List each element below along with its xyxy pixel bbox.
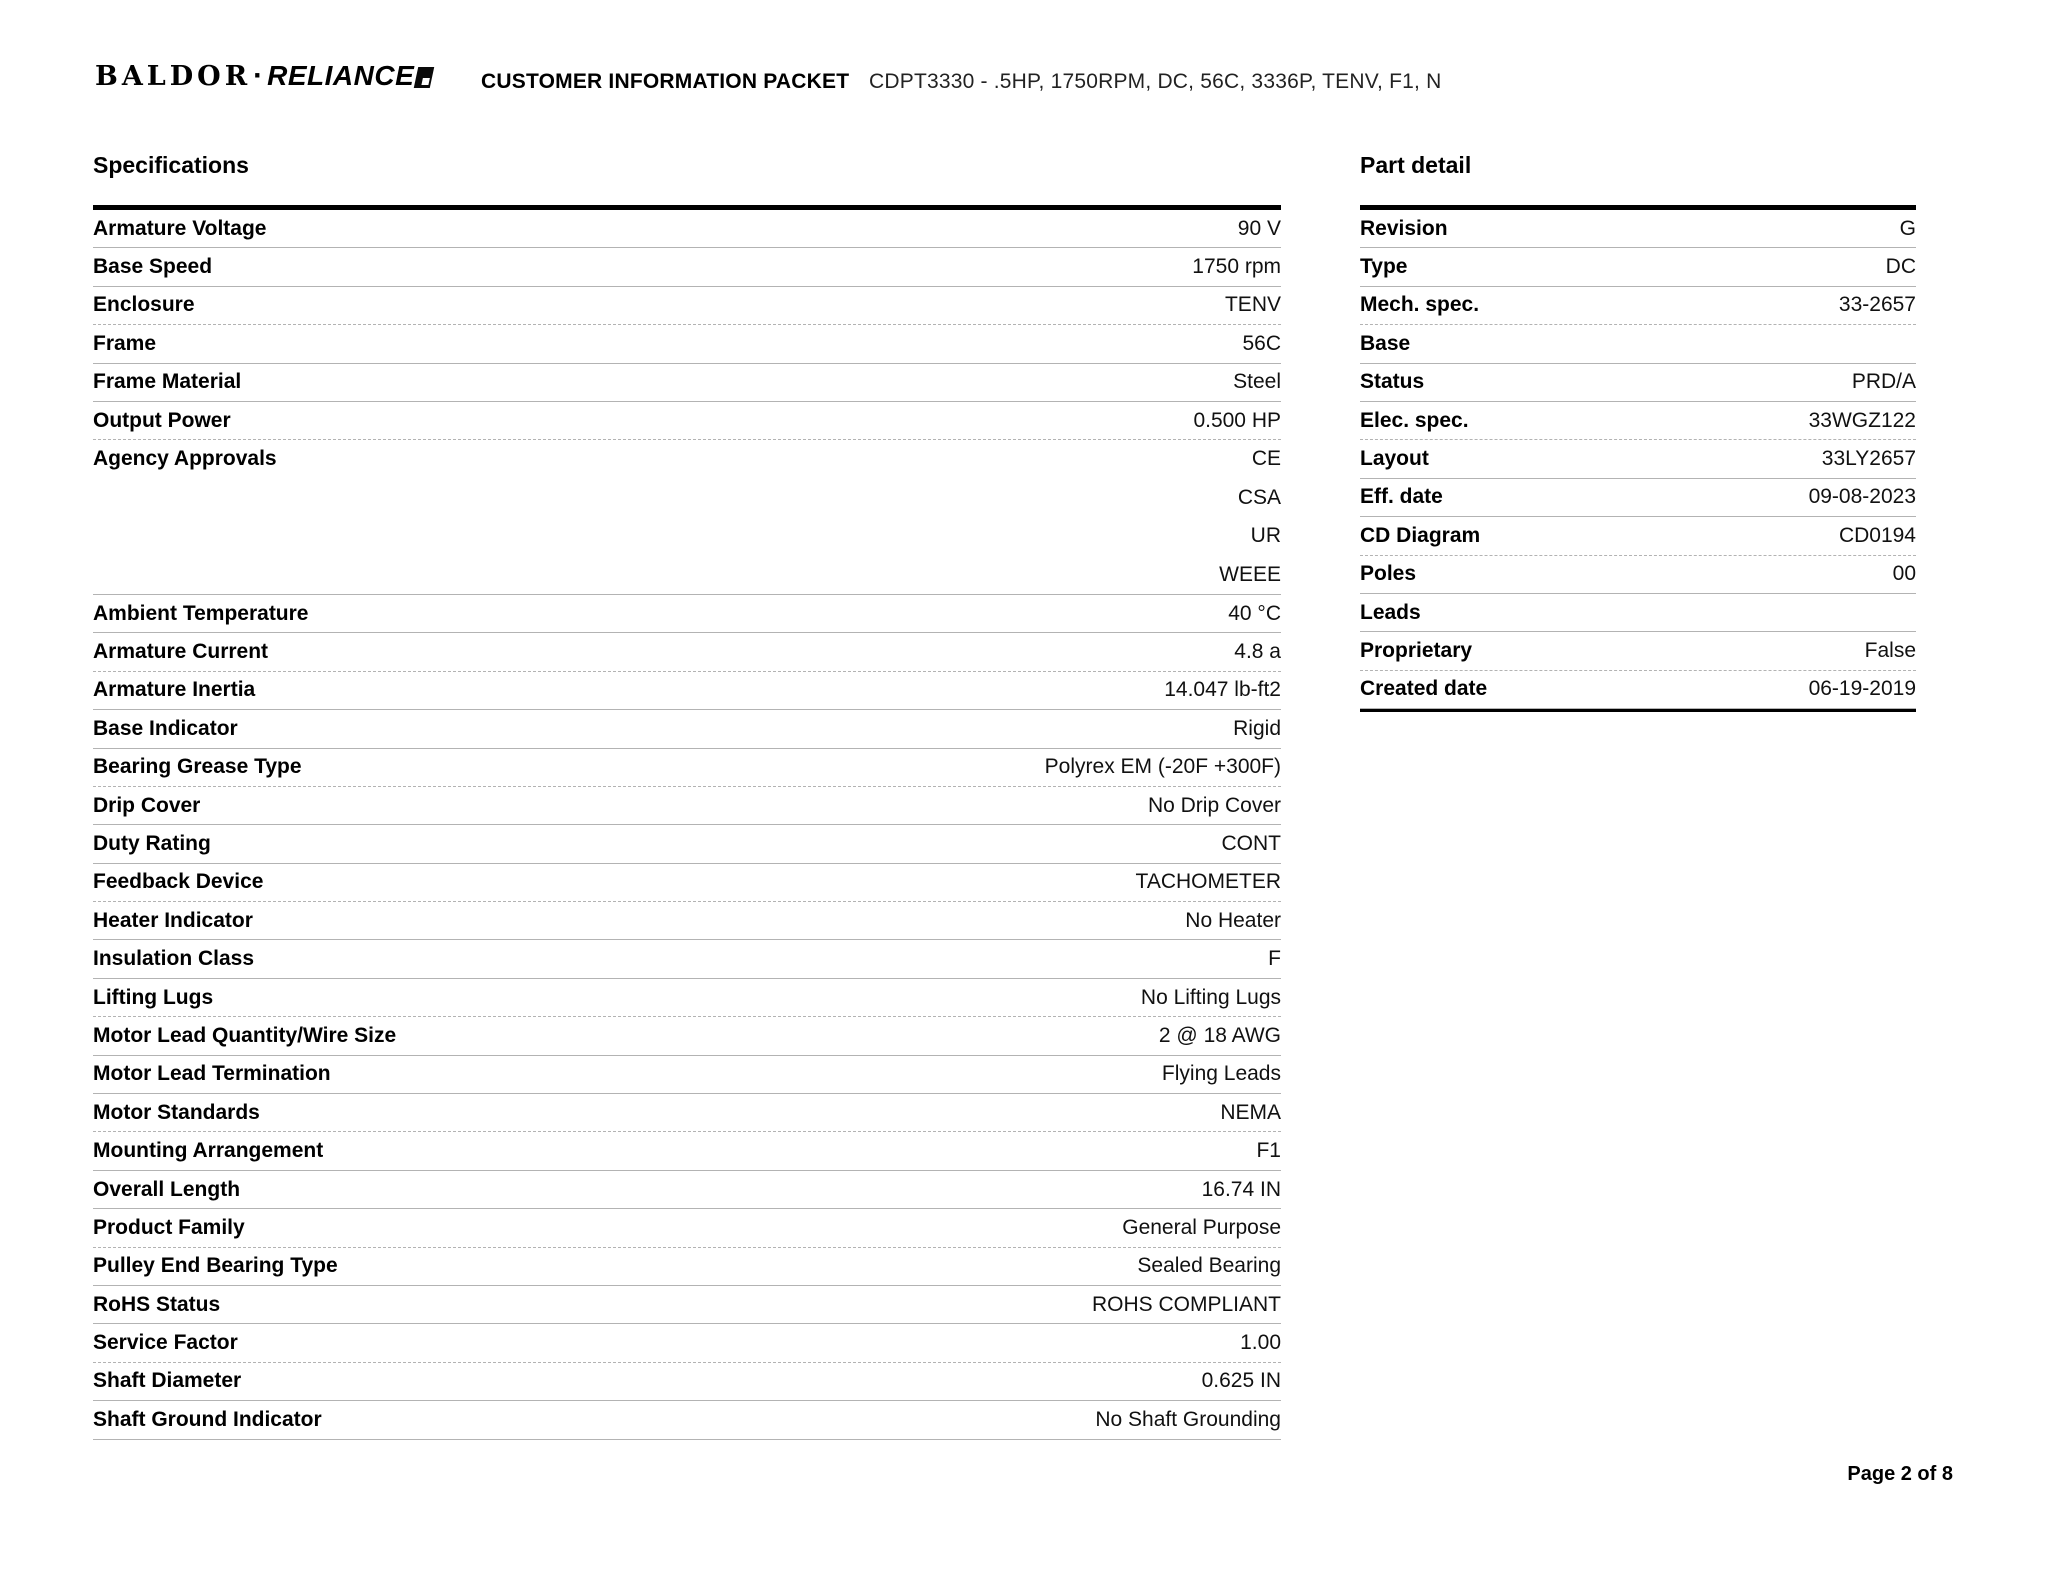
spec-row (93, 287, 1281, 325)
part-value: 00 (1892, 562, 1916, 586)
spec-value: TACHOMETER (1135, 870, 1281, 894)
spec-label: Heater Indicator (93, 908, 253, 932)
spec-row (93, 1132, 1281, 1170)
spec-row (93, 749, 1281, 787)
part-label: CD Diagram (1360, 523, 1481, 547)
spec-row (93, 902, 1281, 940)
part-label: Layout (1360, 447, 1429, 471)
spec-value: 56C (1242, 331, 1281, 355)
part-row (1360, 517, 1916, 555)
part-value: G (1899, 216, 1916, 240)
spec-label: Feedback Device (93, 870, 264, 894)
part-label: Base (1360, 331, 1411, 355)
spec-row (93, 595, 1281, 633)
page-indicator: Page 2 of 8 (1847, 1463, 1953, 1485)
spec-row (93, 825, 1281, 863)
spec-label: Drip Cover (93, 793, 201, 817)
part-value: False (1864, 638, 1916, 662)
spec-row (93, 1171, 1281, 1209)
spec-label: Armature Inertia (93, 678, 256, 702)
part-row (1360, 479, 1916, 517)
product-code: CDPT3330 - .5HP, 1750RPM, DC, 56C, 3336P, TENV, F1, N (869, 70, 1442, 93)
spec-value: 40 °C (1228, 601, 1281, 625)
spec-label: Armature Current (93, 640, 269, 664)
spec-value: 1750 rpm (1192, 255, 1281, 279)
registered-mark-icon (414, 67, 434, 88)
part-label: Type (1360, 255, 1408, 279)
spec-label: Overall Length (93, 1177, 241, 1201)
baldor-reliance-logo (95, 60, 432, 92)
spec-label: Motor Standards (93, 1100, 260, 1124)
spec-row (93, 633, 1281, 671)
logo-reliance-text: RELIANCE (267, 60, 415, 91)
spec-row (93, 787, 1281, 825)
spec-label: Bearing Grease Type (93, 755, 302, 779)
spec-row (93, 402, 1281, 440)
spec-label: Base Indicator (93, 716, 238, 740)
spec-label: Motor Lead Termination (93, 1062, 331, 1086)
spec-value: No Shaft Grounding (1095, 1407, 1281, 1431)
part-label: Proprietary (1360, 638, 1473, 662)
spec-row (93, 710, 1281, 748)
part-label: Status (1360, 370, 1425, 394)
spec-value: CONT (1221, 832, 1281, 855)
spec-value: 4.8 a (1234, 640, 1281, 664)
spec-label: Frame Material (93, 370, 242, 394)
spec-value: Flying Leads (1161, 1062, 1281, 1086)
spec-row (93, 1248, 1281, 1286)
part-value: 33-2657 (1838, 293, 1916, 317)
part-label: Poles (1360, 562, 1417, 586)
part-value: 06-19-2019 (1808, 677, 1916, 701)
spec-label: Insulation Class (93, 947, 255, 971)
part-value: 09-08-2023 (1808, 485, 1916, 509)
specifications-title: Specifications (93, 152, 249, 178)
spec-label: RoHS Status (93, 1292, 221, 1316)
spec-row (93, 672, 1281, 710)
spec-value: TENV (1224, 293, 1281, 317)
spec-value: 14.047 lb-ft2 (1164, 678, 1281, 702)
spec-row (93, 1363, 1281, 1401)
part-row (1360, 556, 1916, 594)
spec-label: Mounting Arrangement (93, 1139, 324, 1163)
spec-label: Enclosure (93, 293, 195, 317)
part-detail-section (1360, 152, 1916, 712)
part-value: PRD/A (1851, 370, 1916, 394)
spec-value: F1 (1256, 1139, 1281, 1163)
spec-label: Shaft Ground Indicator (93, 1407, 322, 1431)
spec-value: 90 V (1237, 216, 1281, 240)
spec-value: General Purpose (1122, 1215, 1281, 1239)
part-label: Elec. spec. (1360, 408, 1469, 432)
spec-label: Pulley End Bearing Type (93, 1254, 338, 1278)
spec-value: 0.625 IN (1201, 1369, 1281, 1393)
spec-value: Rigid (1233, 716, 1281, 740)
part-row (1360, 594, 1916, 632)
part-row (1360, 632, 1916, 670)
spec-row (93, 1056, 1281, 1094)
part-row (1360, 248, 1916, 286)
spec-row (93, 1209, 1281, 1247)
spec-label: Motor Lead Quantity/Wire Size (93, 1023, 397, 1047)
part-detail-title: Part detail (1360, 152, 1472, 178)
spec-row (93, 1324, 1281, 1362)
spec-value: 2 @ 18 AWG (1158, 1023, 1281, 1047)
spec-value: ROHS COMPLIANT (1091, 1292, 1281, 1316)
part-value: 33LY2657 (1821, 447, 1916, 471)
spec-value: Steel (1233, 370, 1281, 394)
part-row (1360, 287, 1916, 325)
document-title: CUSTOMER INFORMATION PACKET (481, 70, 850, 93)
spec-value: CE CSA UR WEEE (1219, 447, 1281, 586)
spec-value: No Lifting Lugs (1140, 985, 1281, 1009)
logo-dot: · (253, 59, 264, 92)
spec-value: 1.00 (1240, 1331, 1281, 1355)
logo-baldor-text: BALDOR (95, 60, 252, 92)
part-value: DC (1885, 255, 1916, 279)
spec-label: Lifting Lugs (93, 985, 214, 1009)
spec-value: No Heater (1185, 908, 1281, 932)
part-value: 33WGZ122 (1808, 408, 1916, 432)
spec-row (93, 1094, 1281, 1132)
spec-value: 0.500 HP (1193, 408, 1281, 432)
part-label: Leads (1360, 600, 1421, 624)
spec-value: F (1268, 947, 1281, 971)
part-detail-table (1360, 205, 1916, 712)
specifications-table (93, 205, 1281, 1440)
spec-label: Product Family (93, 1215, 245, 1239)
part-row (1360, 325, 1916, 363)
spec-value: Sealed Bearing (1137, 1254, 1281, 1278)
spec-label: Base Speed (93, 255, 213, 279)
part-row (1360, 210, 1916, 248)
spec-label: Ambient Temperature (93, 601, 309, 625)
part-label: Revision (1360, 216, 1448, 240)
part-row (1360, 440, 1916, 478)
spec-value: No Drip Cover (1147, 793, 1281, 817)
specifications-section (93, 152, 1281, 1440)
spec-label: Service Factor (93, 1331, 238, 1355)
part-label: Mech. spec. (1360, 293, 1480, 317)
spec-value: Polyrex EM (-20F +300F) (1044, 755, 1281, 779)
part-row (1360, 671, 1916, 709)
spec-row (93, 248, 1281, 286)
part-value: CD0194 (1838, 523, 1916, 547)
spec-row (93, 940, 1281, 978)
spec-row (93, 364, 1281, 402)
part-row (1360, 402, 1916, 440)
part-label: Eff. date (1360, 485, 1443, 509)
spec-label: Duty Rating (93, 832, 211, 855)
part-label: Created date (1360, 677, 1488, 701)
spec-label: Shaft Diameter (93, 1369, 242, 1393)
spec-row (93, 1401, 1281, 1439)
spec-row (93, 440, 1281, 595)
spec-label: Agency Approvals (93, 447, 277, 471)
spec-row (93, 1017, 1281, 1055)
spec-row (93, 1286, 1281, 1324)
part-row (1360, 364, 1916, 402)
spec-row (93, 325, 1281, 363)
spec-row (93, 864, 1281, 902)
spec-label: Frame (93, 331, 157, 355)
spec-value: 16.74 IN (1201, 1177, 1281, 1201)
spec-row (93, 210, 1281, 248)
spec-row (93, 979, 1281, 1017)
spec-label: Armature Voltage (93, 216, 267, 240)
spec-value: NEMA (1220, 1100, 1281, 1124)
spec-label: Output Power (93, 408, 231, 432)
